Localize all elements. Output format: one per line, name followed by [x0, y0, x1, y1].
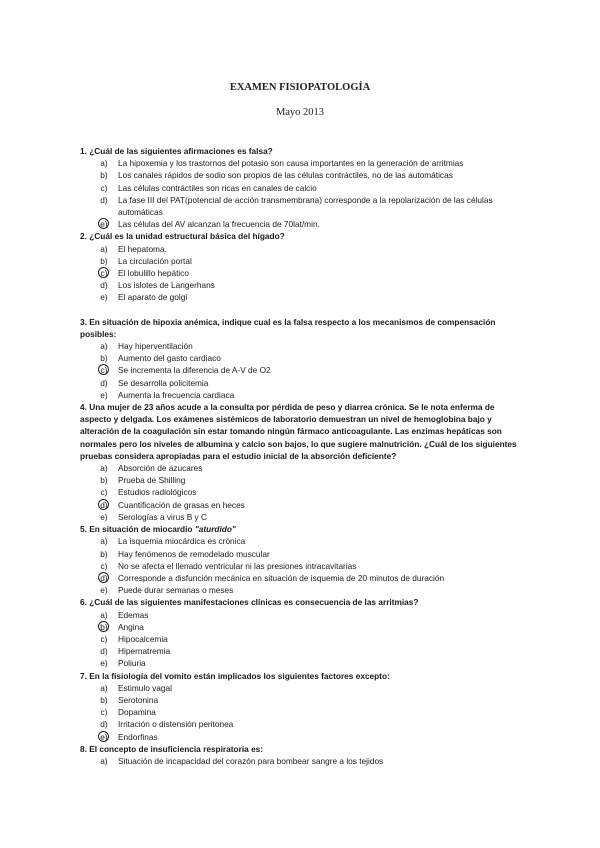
answer-option	[80, 560, 525, 572]
circled-answer-marker: c)	[98, 364, 110, 376]
answer-option	[80, 511, 525, 523]
option-text: Situación de incapacidad del corazón para bombear sangre a los tejidos	[118, 755, 384, 766]
answer-option	[80, 462, 525, 474]
circled-answer-marker: d)	[98, 499, 110, 511]
question-text-main: 3. En situación de hipoxia anémica, indique cual es la falsa respecto a los mecanismos de compensación posibles:	[80, 316, 496, 339]
option-text: Angina	[118, 621, 144, 632]
option-text: El hepatoma.	[118, 243, 167, 254]
answer-option	[80, 182, 525, 194]
answer-option	[80, 706, 525, 718]
answer-option	[80, 609, 525, 621]
option-text: Aumenta la frecuencia cardiaca	[118, 389, 235, 400]
answer-option	[80, 499, 525, 511]
option-text: Hay hiperventilación	[118, 341, 193, 352]
question	[80, 523, 525, 596]
option-text: La isquemia miocárdica es crónica	[118, 536, 246, 547]
question-text	[80, 230, 525, 242]
answer-option	[80, 352, 525, 364]
option-text: Serotonina	[118, 694, 159, 705]
answer-option	[80, 377, 525, 389]
option-text: Se incrementa la diferencia de A-V de O2	[118, 365, 271, 376]
option-text: Los islotes de Langerhans	[118, 280, 215, 291]
option-text: Hipocalcemia	[118, 633, 168, 644]
question	[80, 145, 525, 230]
option-text: La circulación portal	[118, 255, 192, 266]
option-text: Poliuria	[118, 658, 146, 669]
option-letter: a)	[100, 243, 108, 254]
question	[80, 743, 525, 767]
option-letter: c)	[100, 633, 108, 644]
option-letter: a)	[100, 341, 108, 352]
option-letter: c)	[100, 707, 108, 718]
option-letter: a)	[100, 158, 108, 169]
option-letter: c)	[100, 560, 108, 571]
question-text	[80, 743, 525, 755]
option-text: Estimulo vagal	[118, 682, 172, 693]
question	[80, 316, 525, 401]
option-letter: e)	[100, 292, 108, 303]
answer-option	[80, 657, 525, 669]
question-text	[80, 523, 525, 535]
option-letter: d)	[100, 719, 108, 730]
option-letter: b)	[100, 170, 108, 181]
answer-option	[80, 755, 525, 767]
answer-option	[80, 291, 525, 303]
option-text: Prueba de Shilling	[118, 475, 186, 486]
option-text: Hipernatremia	[118, 646, 171, 657]
question-text-main: 2. ¿Cuál es la unidad estructural básica del hígado?	[80, 231, 285, 242]
answer-option	[80, 255, 525, 267]
option-text: Dopamina	[118, 707, 156, 718]
option-text: La hipoxemia y los trastornos del potasio son causa importantes en la generación de arritmias	[118, 158, 464, 169]
option-letter: b)	[100, 353, 108, 364]
exam-date: Mayo 2013	[275, 107, 325, 118]
answer-option	[80, 535, 525, 547]
option-letter: b)	[100, 694, 108, 705]
answer-option	[80, 548, 525, 560]
circled-answer-marker: b)	[98, 621, 110, 633]
answer-option	[80, 645, 525, 657]
option-list	[80, 462, 525, 523]
option-text: Puede durar semanas o meses	[118, 585, 234, 596]
option-letter: b)	[100, 475, 108, 486]
answer-option	[80, 731, 525, 743]
answer-option	[80, 474, 525, 486]
option-letter: a)	[100, 609, 108, 620]
option-text: Cuantificación de grasas en heces	[118, 499, 245, 510]
option-text: Serologías a virus B y C	[118, 511, 207, 522]
option-list	[80, 609, 525, 670]
option-letter: d)	[100, 377, 108, 388]
option-list	[80, 535, 525, 596]
answer-option	[80, 621, 525, 633]
question-text	[80, 670, 525, 682]
option-letter: d)	[100, 194, 108, 205]
option-letter: c)	[100, 182, 108, 193]
answer-option	[80, 194, 525, 218]
answer-option	[80, 694, 525, 706]
option-text: Endorfinas	[118, 731, 158, 742]
answer-option	[80, 584, 525, 596]
answer-option	[80, 279, 525, 291]
option-letter: a)	[100, 755, 108, 766]
answer-option	[80, 157, 525, 169]
option-text: Corresponde a disfunción mecánica en situación de isquemia de 20 minutos de duración	[118, 572, 445, 583]
question-emphasis: "aturdido"	[194, 524, 236, 535]
question-text-main: 6. ¿Cuál de las siguientes manifestaciones clínicas es consecuencia de las arritmias?	[80, 597, 419, 608]
option-list	[80, 157, 525, 230]
question-list	[80, 145, 525, 767]
question-text-main: 5. En situación de miocardio	[80, 524, 193, 535]
circled-answer-marker: e)	[98, 218, 110, 230]
option-list	[80, 243, 525, 304]
option-text: Estudios radiológicos	[118, 487, 197, 498]
option-text: Irritación o distensión peritonea	[118, 719, 234, 730]
question-text-main: 7. En la fisiología del vomito están implicados los siguientes factores excepto:	[80, 670, 390, 681]
question	[80, 230, 525, 303]
answer-option	[80, 243, 525, 255]
question-text	[80, 401, 525, 462]
option-list	[80, 755, 525, 767]
option-letter: e)	[100, 511, 108, 522]
option-text: Las células contráctiles son ricas en canales de calcio	[118, 182, 317, 193]
answer-option	[80, 218, 525, 230]
option-letter: e)	[100, 389, 108, 400]
answer-option	[80, 364, 525, 376]
option-letter: a)	[100, 463, 108, 474]
answer-option	[80, 267, 525, 279]
answer-option	[80, 572, 525, 584]
option-text: El aparato de golgi	[118, 292, 188, 303]
question	[80, 401, 525, 523]
option-letter: c)	[100, 487, 108, 498]
option-text: El lobulillo hepático	[118, 268, 190, 279]
option-letter: a)	[100, 536, 108, 547]
option-text: Absorción de azucares	[118, 463, 203, 474]
option-text: La fase III del PAT(potencial de acción transmembrana) corresponde a la repolarización de las células automáticas	[118, 194, 493, 218]
question-text-main: 4. Una mujer de 23 años acude a la consulta por pérdida de peso y diarrea crónica. Se le nota enferma de aspecto y delgada. Los exámenes sistémicos de laboratorio demuestran un nivel de hemoglobina bajo y alteración de la coagulación sin estar tomando ningún fármaco anticoagulante. Las enzimas hepáticas son normales pero los niveles de albumina y calcio son bajos, lo que sugiere malnutrición. ¿Cuál de los siguientes pruebas considera apropiadas para el estudio inicial de la absorción deficiente?	[80, 402, 517, 461]
option-text: Las células del AV alcanzan la frecuencia de 70lat/min.	[118, 219, 320, 230]
option-letter: d)	[100, 280, 108, 291]
circled-answer-marker: d)	[98, 572, 110, 584]
question	[80, 670, 525, 743]
circled-answer-marker: c)	[98, 267, 110, 279]
question-text-main: 8. El concepto de insuficiencia respiratoria es:	[80, 743, 264, 754]
option-list	[80, 682, 525, 743]
answer-option	[80, 633, 525, 645]
circled-answer-marker: e)	[98, 731, 110, 743]
answer-option	[80, 682, 525, 694]
option-letter: b)	[100, 255, 108, 266]
answer-option	[80, 718, 525, 730]
option-letter: e)	[100, 658, 108, 669]
option-text: Aumento del gasto cardiaco	[118, 353, 221, 364]
option-text: Los canales rápidos de sodio son propios de las células contráctiles, no de las automáticas	[118, 170, 453, 181]
option-list	[80, 340, 525, 401]
question	[80, 596, 525, 669]
page-title: EXAMEN FISIOPATOLOGÍA	[229, 82, 371, 93]
option-letter: d)	[100, 646, 108, 657]
answer-option	[80, 340, 525, 352]
option-letter: e)	[100, 585, 108, 596]
option-letter: b)	[100, 548, 108, 559]
option-text: Edemas	[118, 609, 149, 620]
answer-option	[80, 486, 525, 498]
answer-option	[80, 169, 525, 181]
question-text	[80, 596, 525, 608]
answer-option	[80, 389, 525, 401]
question-text	[80, 316, 525, 340]
option-text: No se afecta el llenado ventricular ni las presiones intracavitarias	[118, 560, 357, 571]
question-text-main: 1. ¿Cuál de las siguientes afirmaciones es falsa?	[80, 146, 273, 156]
option-text: Se desarrolla policitemia	[118, 377, 209, 388]
option-letter: a)	[100, 682, 108, 693]
question-text	[80, 145, 525, 157]
option-text: Hay fenómenos de remodelado muscular	[118, 548, 270, 559]
